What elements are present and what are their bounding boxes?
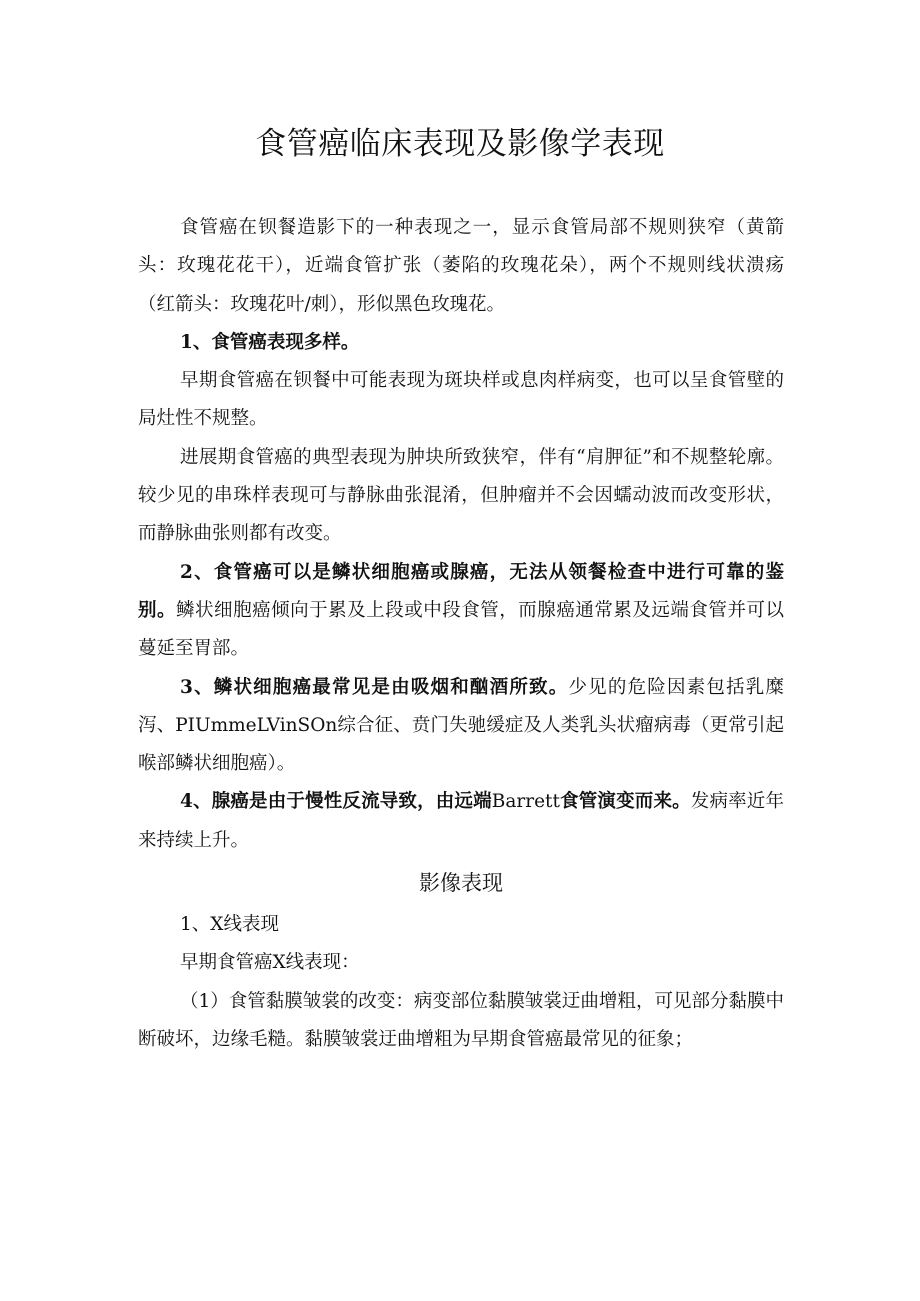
- document-body: [138, 209, 784, 1059]
- point-3-paragraph: [138, 669, 784, 784]
- point-2-paragraph: [138, 554, 784, 669]
- point-3-bold: 3、鳞状细胞癌最常见是由吸烟和酗酒所致。: [180, 676, 569, 698]
- intro-paragraph: 食管癌在钡餐造影下的一种表现之一，显示食管局部不规则狭窄（黄箭头：玫瑰花花干），近端食管扩张（萎陷的玫瑰花朵），两个不规则线状溃疡（红箭头：玫瑰花叶/刺），形似黑色玫瑰花。: [138, 217, 784, 315]
- xray-heading: 1、X线表现: [180, 914, 279, 936]
- point-3-text: 少见的危险因素包括乳糜泻、PIUmmeLVinSOn综合征、贲门失驰缓症及人类乳头状瘤病毒（更常引起喉部鳞状细胞癌）。: [138, 676, 784, 775]
- point-1-paragraph-early: 早期食管癌在钡餐中可能表现为斑块样或息肉样病变，也可以呈食管壁的局灶性不规整。: [138, 370, 784, 430]
- document-title: 食管癌临床表现及影像学表现: [255, 126, 665, 162]
- point-4-barrett: Barrett: [491, 791, 560, 813]
- point-4-bold-b: 食管演变而来。: [559, 791, 691, 813]
- point-1-heading: [138, 324, 784, 362]
- point-1-paragraph-advanced: 进展期食管癌的典型表现为肿块所致狭窄，伴有“肩胛征”和不规整轮廓。较少见的串珠样表现可与静脉曲张混淆，但肿瘤并不会因蠕动波而改变形状，而静脉曲张则都有改变。: [138, 446, 784, 545]
- xray-item-1: （1）食管黏膜皱裳的改变：病变部位黏膜皱裳迂曲增粗，可见部分黏膜中断破坏，边缘毛糙。黏膜皱裳迂曲增粗为早期食管癌最常见的征象；: [138, 990, 784, 1050]
- point-1-heading-text: 1、食管癌表现多样。: [180, 331, 360, 353]
- point-4-bold-a: 4、腺癌是由于慢性反流导致，由远端: [180, 791, 492, 813]
- early-xray-subheading: 早期食管癌X线表现：: [180, 952, 360, 974]
- point-4-paragraph: [138, 783, 784, 860]
- point-2-text: 鳞状细胞癌倾向于累及上段或中段食管，而腺癌通常累及远端食管并可以蔓延至胃部。: [138, 599, 784, 660]
- point-2-bold: 2、食管癌可以是鳞状细胞癌或腺癌，无法从领餐检查中进行可靠的鉴别。: [138, 561, 784, 621]
- imaging-section-title: 影像表现: [419, 871, 503, 896]
- point-4-text: 发病率近年来持续上升。: [138, 791, 784, 851]
